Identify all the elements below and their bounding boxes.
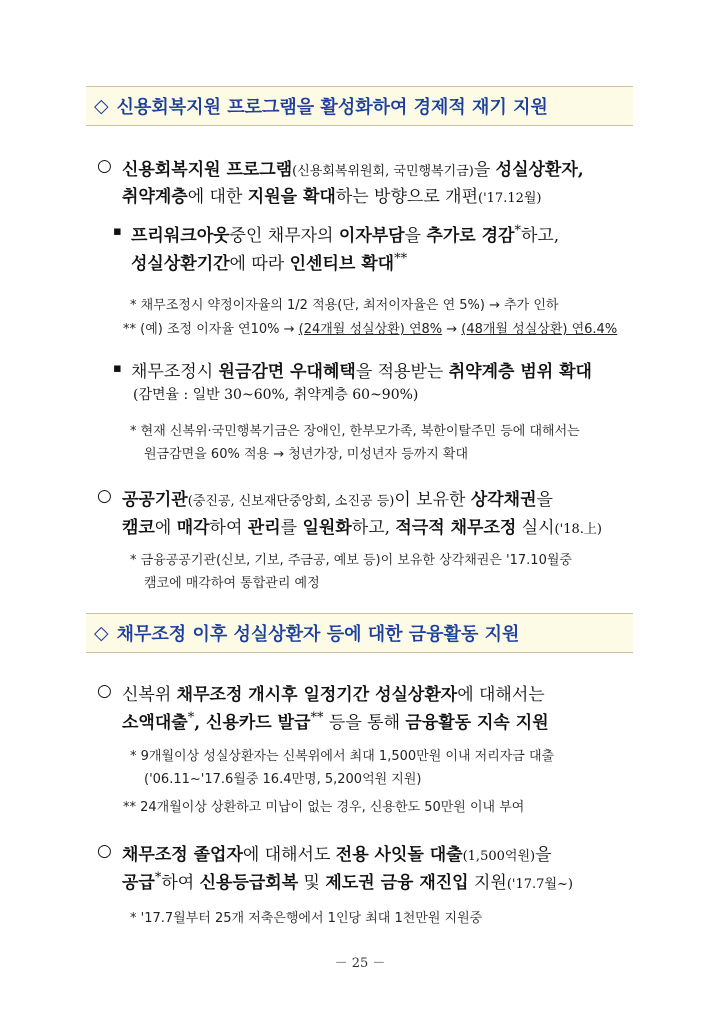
- page-number: － 25 －: [334, 956, 386, 971]
- item2-note1: * 금융공공기관(신보, 기보, 주금공, 예보 등)이 보유한 상각채권은 '17.10월중: [130, 553, 572, 568]
- item2-note2: 캠코에 매각하여 통합관리 예정: [144, 576, 320, 591]
- item4-note1: * '17.7월부터 25개 저축은행에서 1인당 최대 1천만원 지원중: [130, 911, 483, 926]
- item1-line1: 신용회복지원 프로그램(신용회복위원회, 국민행복기금)을 성실상환자,: [122, 160, 584, 180]
- square-bullet-icon: ▪: [113, 224, 122, 239]
- sub2-line1: 채무조정시 원금감면 우대혜택을 적용받는 취약계층 범위 확대: [131, 362, 592, 382]
- item3-note3: ** 24개월이상 상환하고 미납이 없는 경우, 신용한도 50만원 이내 부여: [123, 800, 525, 815]
- section-title-2: 채무조정 이후 성실상환자 등에 대한 금융활동 지원: [116, 624, 520, 645]
- square-bullet-icon: ▪: [113, 361, 122, 376]
- circle-bullet-icon: ○: [97, 681, 112, 701]
- circle-bullet-icon: ○: [97, 841, 112, 861]
- diamond-icon: ◇: [94, 95, 109, 117]
- sub1-line1: 프리워크아웃중인 채무자의 이자부담을 추가로 경감*하고,: [131, 223, 560, 246]
- diamond-icon: ◇: [94, 622, 109, 644]
- item3-line1: 신복위 채무조정 개시후 일정기간 성실상환자에 대해서는: [122, 685, 545, 705]
- item4-line2: 공급*하여 신용등급회복 및 제도권 금융 재진입 지원('17.7월~): [122, 870, 573, 893]
- item4-line1: 채무조정 졸업자에 대해서도 전용 사잇돌 대출(1,500억원)을: [122, 845, 552, 865]
- circle-bullet-icon: ○: [97, 156, 112, 176]
- sub2-line2: (감면율 : 일반 30~60%, 취약계층 60~90%): [133, 387, 419, 403]
- item1-line2: 취약계층에 대한 지원을 확대하는 방향으로 개편('17.12월): [122, 187, 542, 207]
- sub2-note2: 원금감면을 60% 적용 → 청년가장, 미성년자 등까지 확대: [144, 447, 469, 462]
- item2-line1: 공공기관(중진공, 신보재단중앙회, 소진공 등)이 보유한 상각채권을: [122, 490, 553, 510]
- sub1-line2: 성실상환기간에 따라 인센티브 확대**: [131, 251, 408, 274]
- circle-bullet-icon: ○: [97, 486, 112, 506]
- sub1-note2: ** (예) 조정 이자율 연10% → (24개월 성실상환) 연8% → (48개월 성실상환) 연6.4%: [123, 322, 618, 337]
- section-title-1: 신용회복지원 프로그램을 활성화하여 경제적 재기 지원: [116, 97, 548, 118]
- section-header-2: [86, 613, 633, 653]
- section-header-1: [86, 86, 633, 126]
- item2-line2: 캠코에 매각하여 관리를 일원화하고, 적극적 채무조정 실시('18.上): [122, 518, 602, 538]
- sub1-note1: * 채무조정시 약정이자율의 1/2 적용(단, 최저이자율은 연 5%) → 추가 인하: [130, 298, 559, 313]
- item3-note1: * 9개월이상 성실상환자는 신복위에서 최대 1,500만원 이내 저리자금 대출: [130, 749, 555, 764]
- sub2-note1: * 현재 신복위·국민행복기금은 장애인, 한부모가족, 북한이탈주민 등에 대해서는: [130, 424, 580, 439]
- item3-line2: 소액대출*, 신용카드 발급** 등을 통해 금융활동 지속 지원: [122, 710, 549, 733]
- item3-note2: ('06.11~'17.6월중 16.4만명, 5,200억원 지원): [144, 772, 422, 787]
